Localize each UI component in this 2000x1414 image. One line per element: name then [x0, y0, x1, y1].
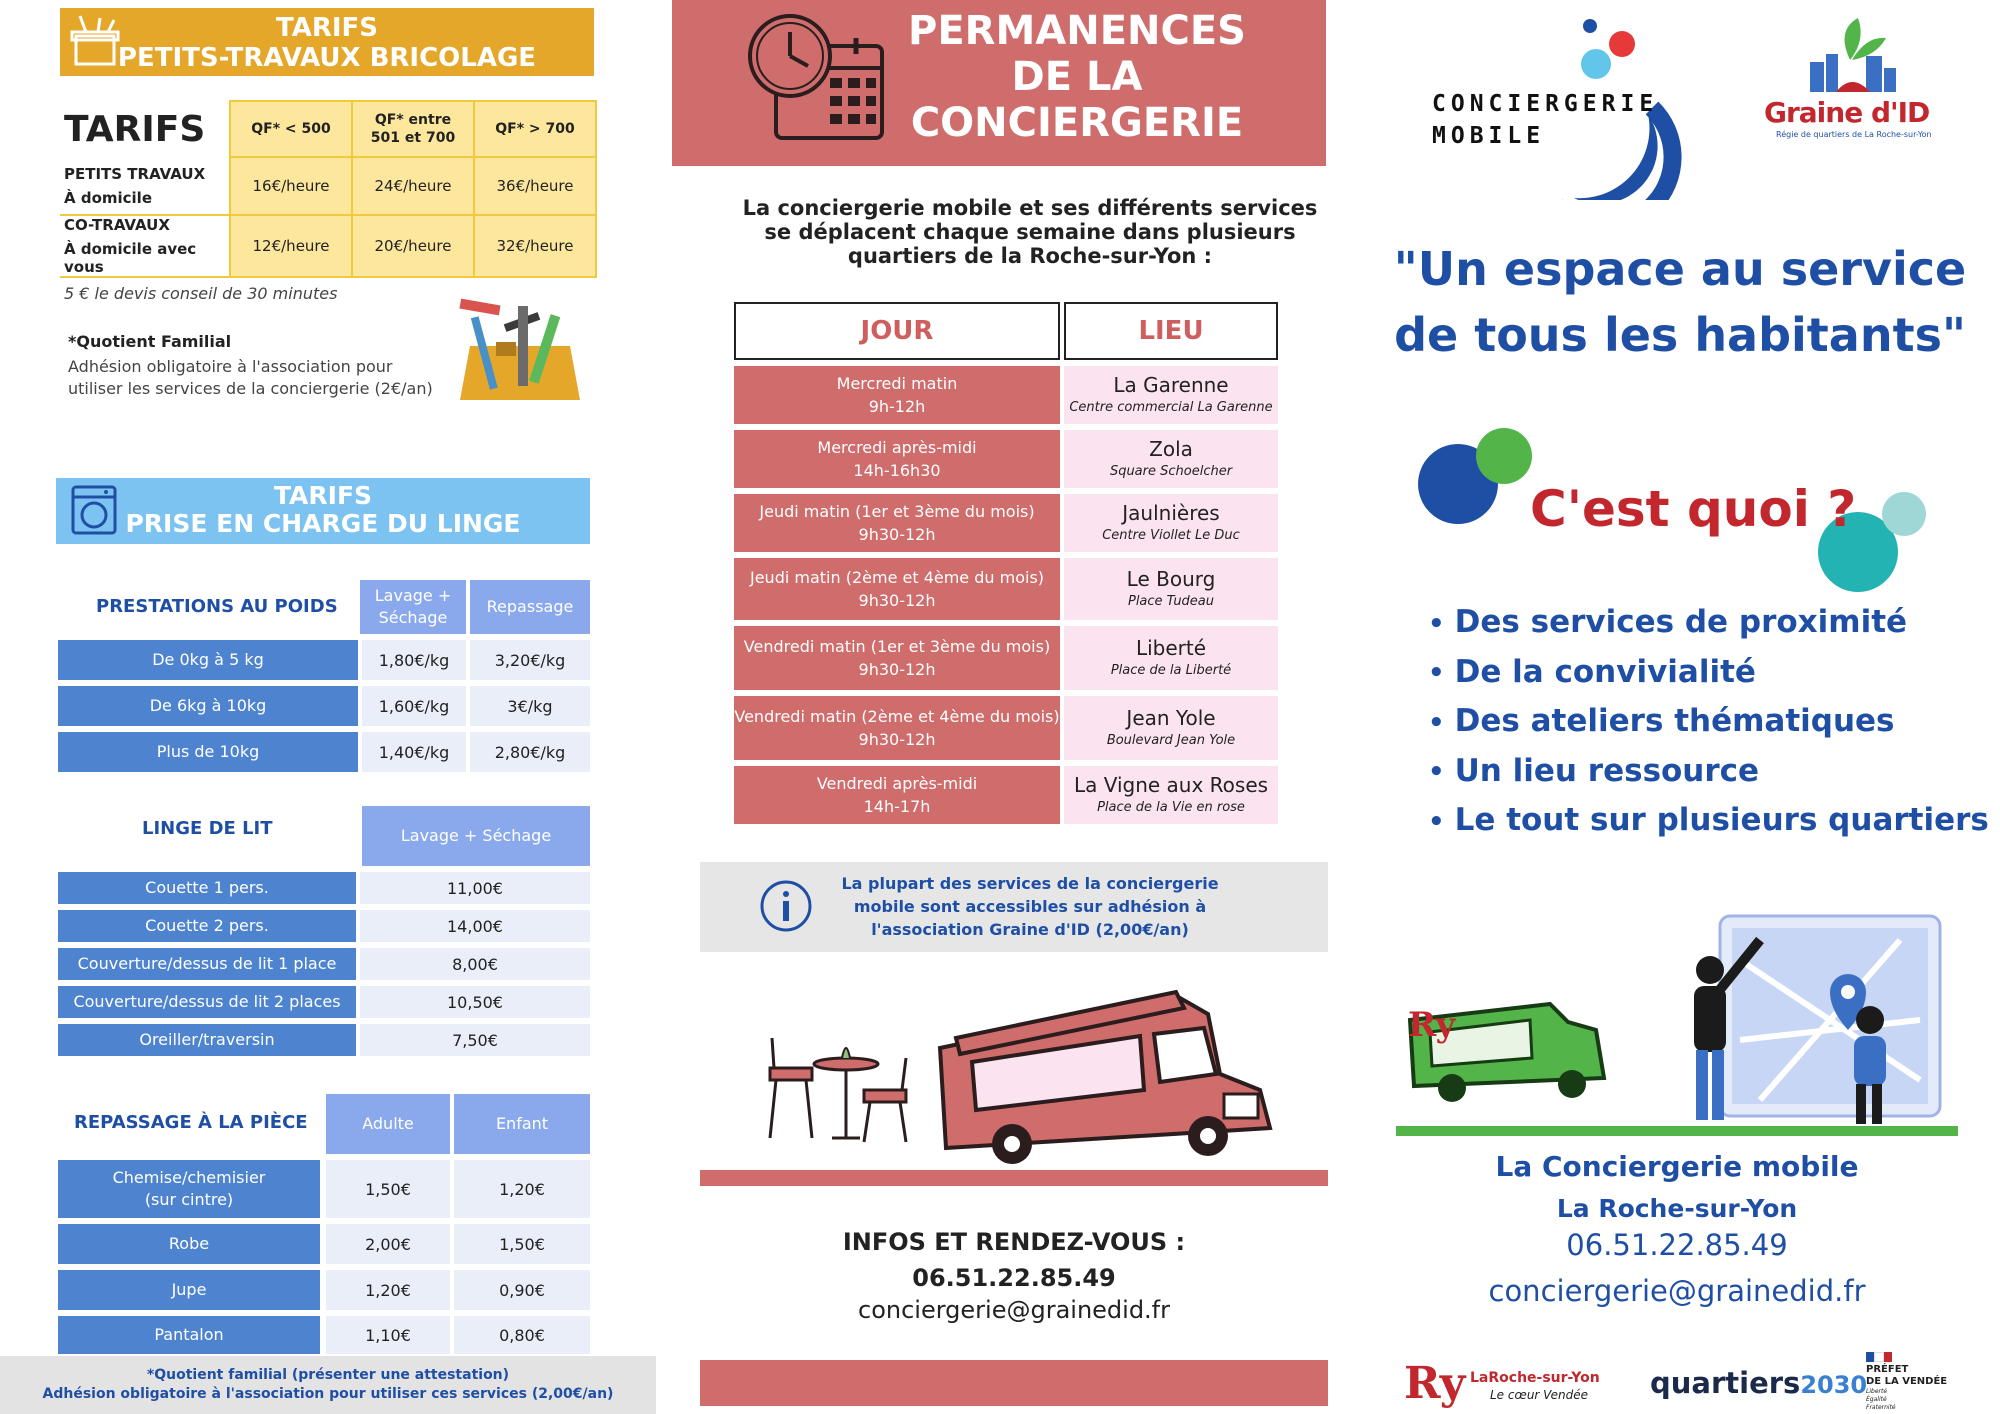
- bricolage-banner-line2: PETITS-TRAVAUX BRICOLAGE: [117, 43, 537, 73]
- contact-name: La Conciergerie mobile: [1495, 1150, 1859, 1183]
- schedule-place: [1064, 494, 1278, 552]
- schedule-day: [734, 696, 1060, 760]
- feature-item: • Le tout sur plusieurs quartiers: [1428, 796, 1989, 846]
- schedule-day: [734, 558, 1060, 620]
- feature-item: • Des services de proximité: [1428, 598, 1989, 648]
- red-divider: [700, 1170, 1328, 1186]
- schedule-place: [1064, 626, 1278, 690]
- ry-name: LaRoche-sur-Yon: [1470, 1370, 1600, 1386]
- poids-row-label: De 6kg à 10kg: [58, 686, 358, 726]
- tarifs-row-label: [60, 157, 230, 215]
- tarifs-row-label-line2: À domicile: [64, 188, 152, 207]
- prefet-vendee-logo: [1866, 1352, 1976, 1412]
- tools-icon: [440, 296, 590, 406]
- lit-cell: 10,50€: [360, 986, 590, 1018]
- schedule-place-sub: Place de la Vie en rose: [1097, 800, 1245, 815]
- schedule-place-sub: Centre Viollet Le Duc: [1102, 528, 1240, 543]
- french-flag-icon: [1866, 1352, 1892, 1362]
- tarifs-row-label: [60, 215, 230, 277]
- slogan: [1380, 236, 1980, 368]
- bricolage-banner: [60, 8, 594, 76]
- bricolage-banner-line1: TARIFS: [275, 13, 379, 43]
- tarifs-cell: 20€/heure: [352, 215, 474, 277]
- feature-item: • Un lieu ressource: [1428, 747, 1989, 797]
- poids-header-lavage: Lavage + Séchage: [360, 580, 466, 634]
- poids-header-repassage: Repassage: [470, 580, 590, 634]
- schedule-day: [734, 366, 1060, 424]
- schedule-place: [1064, 696, 1278, 760]
- info-icon: [758, 878, 814, 934]
- poids-cell: 1,60€/kg: [362, 686, 466, 726]
- schedule-place-name: Liberté: [1135, 636, 1207, 660]
- schedule-day: [734, 430, 1060, 488]
- schedule-day-time: 14h-17h: [863, 797, 931, 816]
- schedule-day-label: Vendredi matin (1er et 3ème du mois): [743, 637, 1051, 656]
- piece-row-label: Pantalon: [58, 1316, 320, 1354]
- washing-machine-icon: [70, 484, 118, 536]
- slogan-line1: "Un espace au service: [1393, 242, 1967, 296]
- schedule-place-name: Jaulnières: [1122, 501, 1220, 525]
- piece-section-label: REPASSAGE À LA PIÈCE: [74, 1112, 308, 1133]
- tarifs-cell: 32€/heure: [474, 215, 596, 277]
- toolbox-icon: [70, 14, 120, 68]
- food-truck-icon: [760, 978, 1280, 1168]
- schedule-day-label: Jeudi matin (2ème et 4ème du mois): [749, 568, 1045, 587]
- poids-cell: 3€/kg: [470, 686, 590, 726]
- lit-cell: 7,50€: [360, 1024, 590, 1056]
- devis-note: 5 € le devis conseil de 30 minutes: [64, 284, 338, 303]
- qf-title: *Quotient Familial: [68, 332, 232, 351]
- poids-row-label: De 0kg à 5 kg: [58, 640, 358, 680]
- lit-row-label: Couette 1 pers.: [58, 872, 356, 904]
- info-text: La plupart des services de la conciergerie mobile sont accessibles sur adhésion à l'association Graine d'ID (2,00€/an): [841, 874, 1219, 939]
- col1-footer-line1: *Quotient familial (présenter une attestation): [146, 1367, 510, 1383]
- schedule-place-sub: Boulevard Jean Yole: [1106, 733, 1236, 748]
- schedule-day-label: Vendredi après-midi: [816, 774, 978, 793]
- poids-row-label: Plus de 10kg: [58, 732, 358, 772]
- schedule-place-sub: Centre commercial La Garenne: [1069, 400, 1273, 415]
- schedule-day-label: Jeudi matin (1er et 3ème du mois): [759, 502, 1035, 521]
- piece-cell: 0,90€: [454, 1270, 590, 1310]
- red-footer-bar: [700, 1360, 1328, 1406]
- lit-header: Lavage + Séchage: [362, 806, 590, 866]
- tarifs-header-qf1: QF* < 500: [230, 101, 352, 157]
- schedule-day: [734, 494, 1060, 552]
- tarifs-cell: 24€/heure: [352, 157, 474, 215]
- piece-header-adulte: Adulte: [326, 1094, 450, 1154]
- piece-row-label: Jupe: [58, 1270, 320, 1310]
- col1-footer: [0, 1356, 656, 1414]
- tarifs-row-label-line1: PETITS TRAVAUX: [64, 164, 206, 183]
- prefet-motto: Liberté Égalité Fraternité: [1866, 1388, 1896, 1411]
- schedule-place-name: Jean Yole: [1126, 706, 1216, 730]
- prefet-line1: PRÉFET: [1866, 1364, 1909, 1375]
- lit-cell: 11,00€: [360, 872, 590, 904]
- qf-text: Adhésion obligatoire à l'association pour utiliser les services de la conciergerie (2€/an): [68, 357, 433, 398]
- tarifs-table-title: TARIFS: [60, 101, 230, 157]
- people-map-icon: [1400, 900, 1960, 1140]
- head-lieu: LIEU: [1064, 302, 1278, 360]
- permanences-title-line1: PERMANENCES: [908, 8, 1246, 54]
- schedule-place: [1064, 430, 1278, 488]
- linge-banner-line1: TARIFS: [273, 481, 373, 510]
- piece-row-label-line2: (sur cintre): [144, 1190, 234, 1209]
- schedule-day-label: Vendredi matin (2ème et 4ème du mois): [734, 707, 1060, 726]
- schedule-day: [734, 766, 1060, 824]
- q2030-year: 2030: [1800, 1371, 1868, 1399]
- schedule-day-time: 9h-12h: [868, 397, 926, 416]
- poids-cell: 1,40€/kg: [362, 732, 466, 772]
- rdv-mail: conciergerie@grainedid.fr: [858, 1296, 1170, 1324]
- clock-calendar-icon: [746, 12, 886, 142]
- tarifs-bricolage-table: [60, 100, 597, 278]
- features-list: [1428, 598, 1989, 846]
- schedule-day: [734, 626, 1060, 690]
- logo-text-line2: MOBILE: [1432, 123, 1546, 149]
- schedule-place-sub: Place de la Liberté: [1110, 663, 1232, 678]
- schedule-place-name: Le Bourg: [1126, 567, 1216, 591]
- schedule-place-sub: Place Tudeau: [1127, 594, 1215, 609]
- tarifs-row-label-line1: CO-TRAVAUX: [64, 216, 170, 234]
- lit-row-label: Couette 2 pers.: [58, 910, 356, 942]
- piece-header-enfant: Enfant: [454, 1094, 590, 1154]
- tarifs-header-qf2: QF* entre 501 et 700: [352, 101, 474, 157]
- poids-cell: 1,80€/kg: [362, 640, 466, 680]
- lit-row-label: Couverture/dessus de lit 2 places: [58, 986, 356, 1018]
- schedule-place: [1064, 766, 1278, 824]
- schedule-place: [1064, 366, 1278, 424]
- piece-cell: 1,20€: [326, 1270, 450, 1310]
- cest-quoi-heading: C'est quoi ?: [1530, 480, 1857, 538]
- tarifs-cell: 12€/heure: [230, 215, 352, 277]
- quartiers-2030-logo: [1650, 1366, 1867, 1400]
- slogan-line2: de tous les habitants": [1394, 308, 1966, 362]
- schedule-day-label: Mercredi après-midi: [817, 438, 977, 457]
- contact-mail: conciergerie@grainedid.fr: [1488, 1274, 1866, 1308]
- conciergerie-mobile-wordmark: [1432, 88, 1658, 152]
- tarifs-cell: 36€/heure: [474, 157, 596, 215]
- schedule-place-name: La Vigne aux Roses: [1073, 773, 1269, 797]
- piece-cell: 0,80€: [454, 1316, 590, 1354]
- lit-section-label: LINGE DE LIT: [142, 818, 273, 839]
- lit-cell: 14,00€: [360, 910, 590, 942]
- svg-text:Ry: Ry: [1408, 1005, 1456, 1045]
- schedule-place-name: Zola: [1149, 437, 1193, 461]
- lit-row-label: Oreiller/traversin: [58, 1024, 356, 1056]
- piece-cell: 1,50€: [326, 1160, 450, 1218]
- green-ground-line: [1396, 1126, 1958, 1136]
- schedule-place: [1064, 558, 1278, 620]
- schedule-day-time: 9h30-12h: [858, 525, 936, 544]
- permanences-title: [900, 8, 1254, 146]
- schedule-place-sub: Square Schoelcher: [1109, 464, 1233, 479]
- piece-cell: 2,00€: [326, 1224, 450, 1264]
- piece-cell: 1,50€: [454, 1224, 590, 1264]
- contact-city: La Roche-sur-Yon: [1556, 1194, 1798, 1223]
- schedule-day-time: 9h30-12h: [858, 730, 936, 749]
- poids-cell: 3,20€/kg: [470, 640, 590, 680]
- contact-block: [1396, 1146, 1958, 1230]
- schedule-place-name: La Garenne: [1113, 373, 1229, 397]
- tarifs-header-qf3: QF* > 700: [474, 101, 596, 157]
- linge-banner-line2: PRISE EN CHARGE DU LINGE: [125, 509, 521, 538]
- poids-section-label: PRESTATIONS AU POIDS: [96, 596, 338, 617]
- rdv-title: INFOS ET RENDEZ-VOUS :: [842, 1228, 1186, 1256]
- svg-text:Ry: Ry: [1404, 1358, 1466, 1409]
- rdv-phone: 06.51.22.85.49: [912, 1264, 1116, 1292]
- ry-tagline: Le cœur Vendée: [1490, 1388, 1589, 1402]
- piece-row-label: Robe: [58, 1224, 320, 1264]
- piece-cell: 1,10€: [326, 1316, 450, 1354]
- rdv-block: [700, 1224, 1328, 1296]
- tarifs-cell: 16€/heure: [230, 157, 352, 215]
- piece-cell: 1,20€: [454, 1160, 590, 1218]
- schedule-day-time: 9h30-12h: [858, 660, 936, 679]
- lit-cell: 8,00€: [360, 948, 590, 980]
- lit-row-label: Couverture/dessus de lit 1 place: [58, 948, 356, 980]
- piece-row-label: [58, 1160, 320, 1218]
- q2030-word: quartiers: [1650, 1366, 1801, 1400]
- permanences-title-line3: CONCIERGERIE: [910, 100, 1244, 146]
- schedule-day-label: Mercredi matin: [836, 374, 958, 393]
- linge-banner: [56, 478, 590, 544]
- contact-phone: 06.51.22.85.49: [1566, 1228, 1788, 1262]
- schedule-day-time: 14h-16h30: [853, 461, 941, 480]
- piece-row-label-line1: Chemise/chemisier: [112, 1168, 266, 1187]
- feature-item: • De la convivialité: [1428, 648, 1989, 698]
- col1-footer-line2: Adhésion obligatoire à l'association pour utiliser ces services (2,00€/an): [42, 1386, 614, 1402]
- graine-did-name: Graine d'ID: [1764, 96, 1930, 129]
- feature-item: • Des ateliers thématiques: [1428, 697, 1989, 747]
- tarifs-row-label-line2: À domicile avec vous: [64, 240, 197, 276]
- schedule-day-time: 9h30-12h: [858, 591, 936, 610]
- permanences-intro: La conciergerie mobile et ses différents services se déplacent chaque semaine dans plusieurs quartiers de la Roche-sur-Yon :: [742, 196, 1318, 268]
- permanences-title-line2: DE LA: [1011, 54, 1143, 100]
- logo-text-line1: CONCIERGERIE: [1432, 91, 1659, 117]
- head-jour: JOUR: [734, 302, 1060, 360]
- poids-cell: 2,80€/kg: [470, 732, 590, 772]
- graine-did-subtitle: Régie de quartiers de La Roche-sur-Yon: [1776, 130, 1932, 139]
- prefet-line2: DE LA VENDÉE: [1866, 1376, 1948, 1387]
